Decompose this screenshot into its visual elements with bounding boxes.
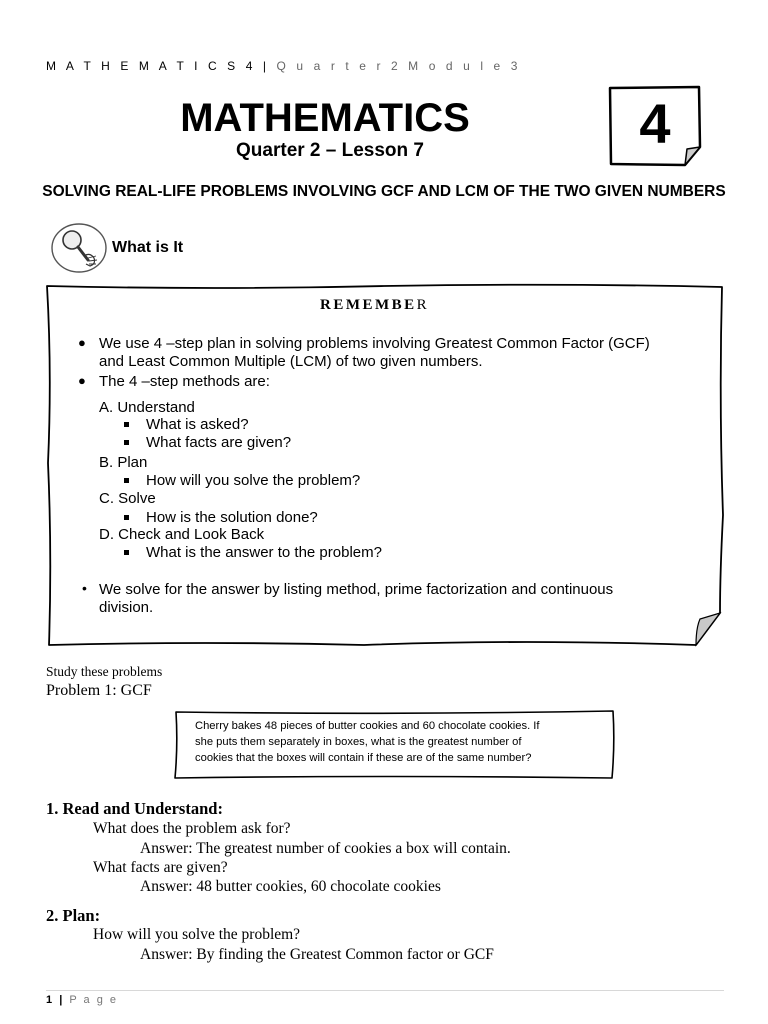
step1-question2: What facts are given?: [93, 859, 228, 876]
document-title: MATHEMATICS: [180, 96, 470, 140]
step2-heading: 2. Plan:: [46, 906, 101, 925]
square-bullet: [124, 422, 129, 427]
problem-text-line: she puts them separately in boxes, what is the greatest number of: [195, 736, 522, 748]
problem-text: [195, 718, 600, 766]
remember-title-main: REMEMBE: [320, 297, 417, 313]
remember-bullet1-line2: and Least Common Multiple (LCM) of two given numbers.: [99, 353, 483, 370]
page-word: P a g e: [69, 994, 118, 1006]
problem-text-line: cookies that the boxes will contain if these are of the same number?: [195, 752, 532, 764]
step-item: What is the answer to the problem?: [146, 544, 382, 561]
square-bullet: [124, 515, 129, 520]
lesson-subtitle: Quarter 2 – Lesson 7: [236, 140, 424, 161]
remember-bullet3-line1: We solve for the answer by listing method, prime factorization and continuous: [99, 581, 614, 598]
step-item: What facts are given?: [146, 434, 292, 451]
square-bullet: [124, 440, 129, 445]
step-item: What is asked?: [146, 416, 249, 433]
remember-bullet3-line2: division.: [99, 599, 154, 616]
bullet-dot: •: [82, 580, 87, 596]
page-number: 1: [46, 994, 55, 1006]
step-label-plan: B. Plan: [99, 454, 148, 471]
step-label-check: D. Check and Look Back: [99, 526, 265, 543]
step1-answer1: Answer: The greatest number of cookies a box will contain.: [140, 840, 511, 857]
bullet-dot: ●: [78, 335, 86, 350]
section-heading: What is It: [112, 239, 184, 256]
remember-bullet1-line1: We use 4 –step plan in solving problems involving Greatest Common Factor (GCF): [99, 335, 650, 352]
step-item: How is the solution done?: [146, 509, 318, 526]
grade-number: 4: [639, 92, 671, 155]
page-footer: [46, 994, 118, 1006]
step-label-solve: C. Solve: [99, 490, 156, 507]
magnifying-glass-icon: [50, 222, 108, 274]
square-bullet: [124, 550, 129, 555]
step2-question1: How will you solve the problem?: [93, 926, 301, 943]
step1-heading: 1. Read and Understand:: [46, 799, 223, 818]
grade-number-wrap: [607, 85, 703, 168]
page-separator: |: [59, 994, 65, 1006]
step-item: How will you solve the problem?: [146, 472, 361, 489]
problem-text-line: Cherry bakes 48 pieces of butter cookies and 60 chocolate cookies. If: [195, 720, 540, 732]
square-bullet: [124, 478, 129, 483]
remember-bullet2: The 4 –step methods are:: [99, 373, 270, 390]
study-intro: Study these problems: [46, 664, 163, 679]
step1-question1: What does the problem ask for?: [93, 820, 291, 837]
remember-title-last: R: [416, 297, 430, 313]
topic-heading: SOLVING REAL-LIFE PROBLEMS INVOLVING GCF AND LCM OF THE TWO GIVEN NUMBERS: [42, 183, 726, 200]
remember-title: [320, 297, 429, 314]
bullet-dot: ●: [78, 373, 86, 388]
step-label-understand: A. Understand: [99, 399, 195, 416]
step1-answer2: Answer: 48 butter cookies, 60 chocolate cookies: [140, 878, 441, 895]
running-header: [46, 59, 521, 73]
footer-divider: [46, 990, 724, 991]
problem-label: Problem 1: GCF: [46, 682, 152, 699]
step2-answer1: Answer: By finding the Greatest Common factor or GCF: [140, 946, 494, 963]
header-module: Q u a r t e r 2 M o d u l e 3: [269, 59, 522, 73]
header-subject: M A T H E M A T I C S 4 |: [46, 59, 270, 73]
